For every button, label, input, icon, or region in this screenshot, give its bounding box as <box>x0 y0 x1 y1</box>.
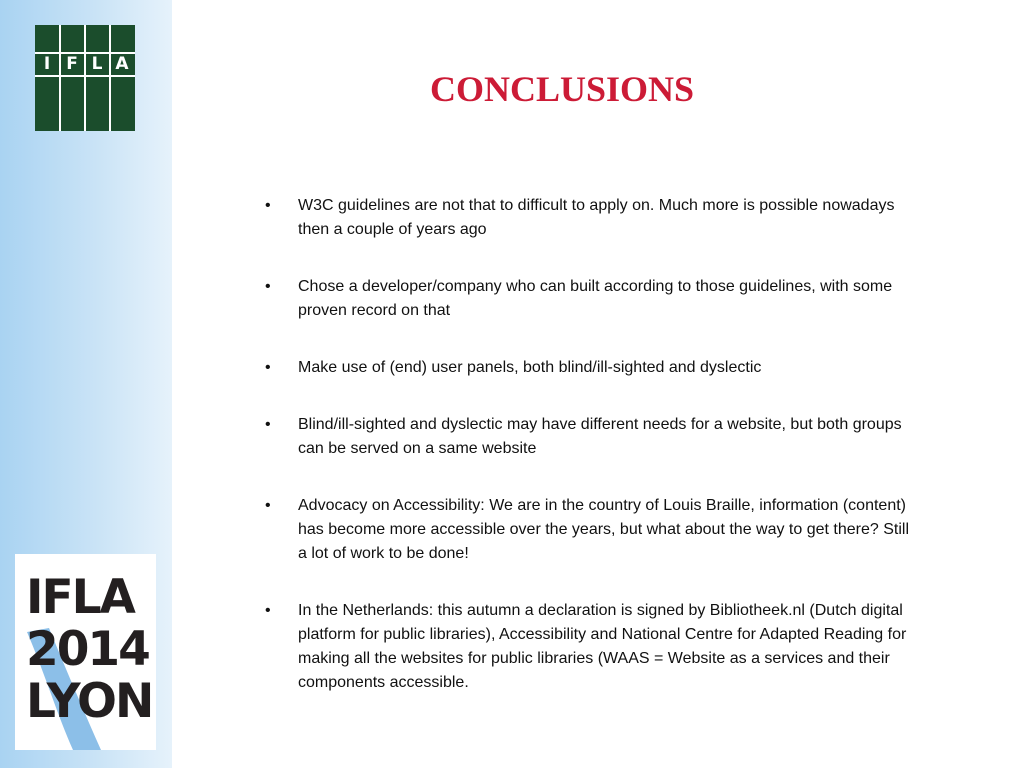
logo-line-year: 2014 <box>26 622 149 677</box>
bullet-icon: • <box>265 497 271 514</box>
logo-letter-i: I <box>43 54 51 74</box>
bullet-item <box>265 599 915 695</box>
logo-line-city: LYON <box>26 674 153 729</box>
bullet-list <box>265 194 915 728</box>
ifla-logo <box>35 25 135 131</box>
bullet-text: Advocacy on Accessibility: We are in the country of Louis Braille, information (content) has become more accessible over the years, but what about the way to get there? Still a lot of work to be done! <box>298 497 909 562</box>
logo-letter-f: F <box>66 54 78 74</box>
bullet-text: Blind/ill-sighted and dyslectic may have different needs for a website, but both groups can be served on a same website <box>298 416 902 457</box>
bullet-item <box>265 275 915 323</box>
bullet-text: Chose a developer/company who can built according to those guidelines, with some proven record on that <box>298 278 893 319</box>
logo-letter-l: L <box>91 54 103 74</box>
logo-grid-line <box>59 25 61 131</box>
bullet-icon: • <box>265 416 271 433</box>
bullet-item <box>265 356 915 380</box>
bullet-item <box>265 413 915 461</box>
bullet-text: W3C guidelines are not that to difficult to apply on. Much more is possible nowadays then a couple of years ago <box>298 197 895 238</box>
bullet-text: In the Netherlands: this autumn a declaration is signed by Bibliotheek.nl (Dutch digital platform for public libraries), Accessibility and National Centre for Adapted Reading for making all the websites for public libraries (WAAS = Website as a services and their components accessible. <box>298 602 907 691</box>
logo-grid-line <box>109 25 111 131</box>
logo-letter-a: A <box>115 54 129 74</box>
bullet-icon: • <box>265 602 271 619</box>
logo-line-ifla: IFLA <box>26 570 134 625</box>
bullet-text: Make use of (end) user panels, both blind/ill-sighted and dyslectic <box>298 359 762 376</box>
ifla-2014-lyon-logo <box>15 554 156 750</box>
bullet-icon: • <box>265 359 271 376</box>
bullet-item <box>265 494 915 566</box>
logo-grid-line <box>84 25 86 131</box>
bullet-icon: • <box>265 278 271 295</box>
logo-grid-line <box>35 75 135 77</box>
bullet-icon: • <box>265 197 271 214</box>
slide-title: CONCLUSIONS <box>429 69 695 109</box>
bullet-item <box>265 194 915 242</box>
